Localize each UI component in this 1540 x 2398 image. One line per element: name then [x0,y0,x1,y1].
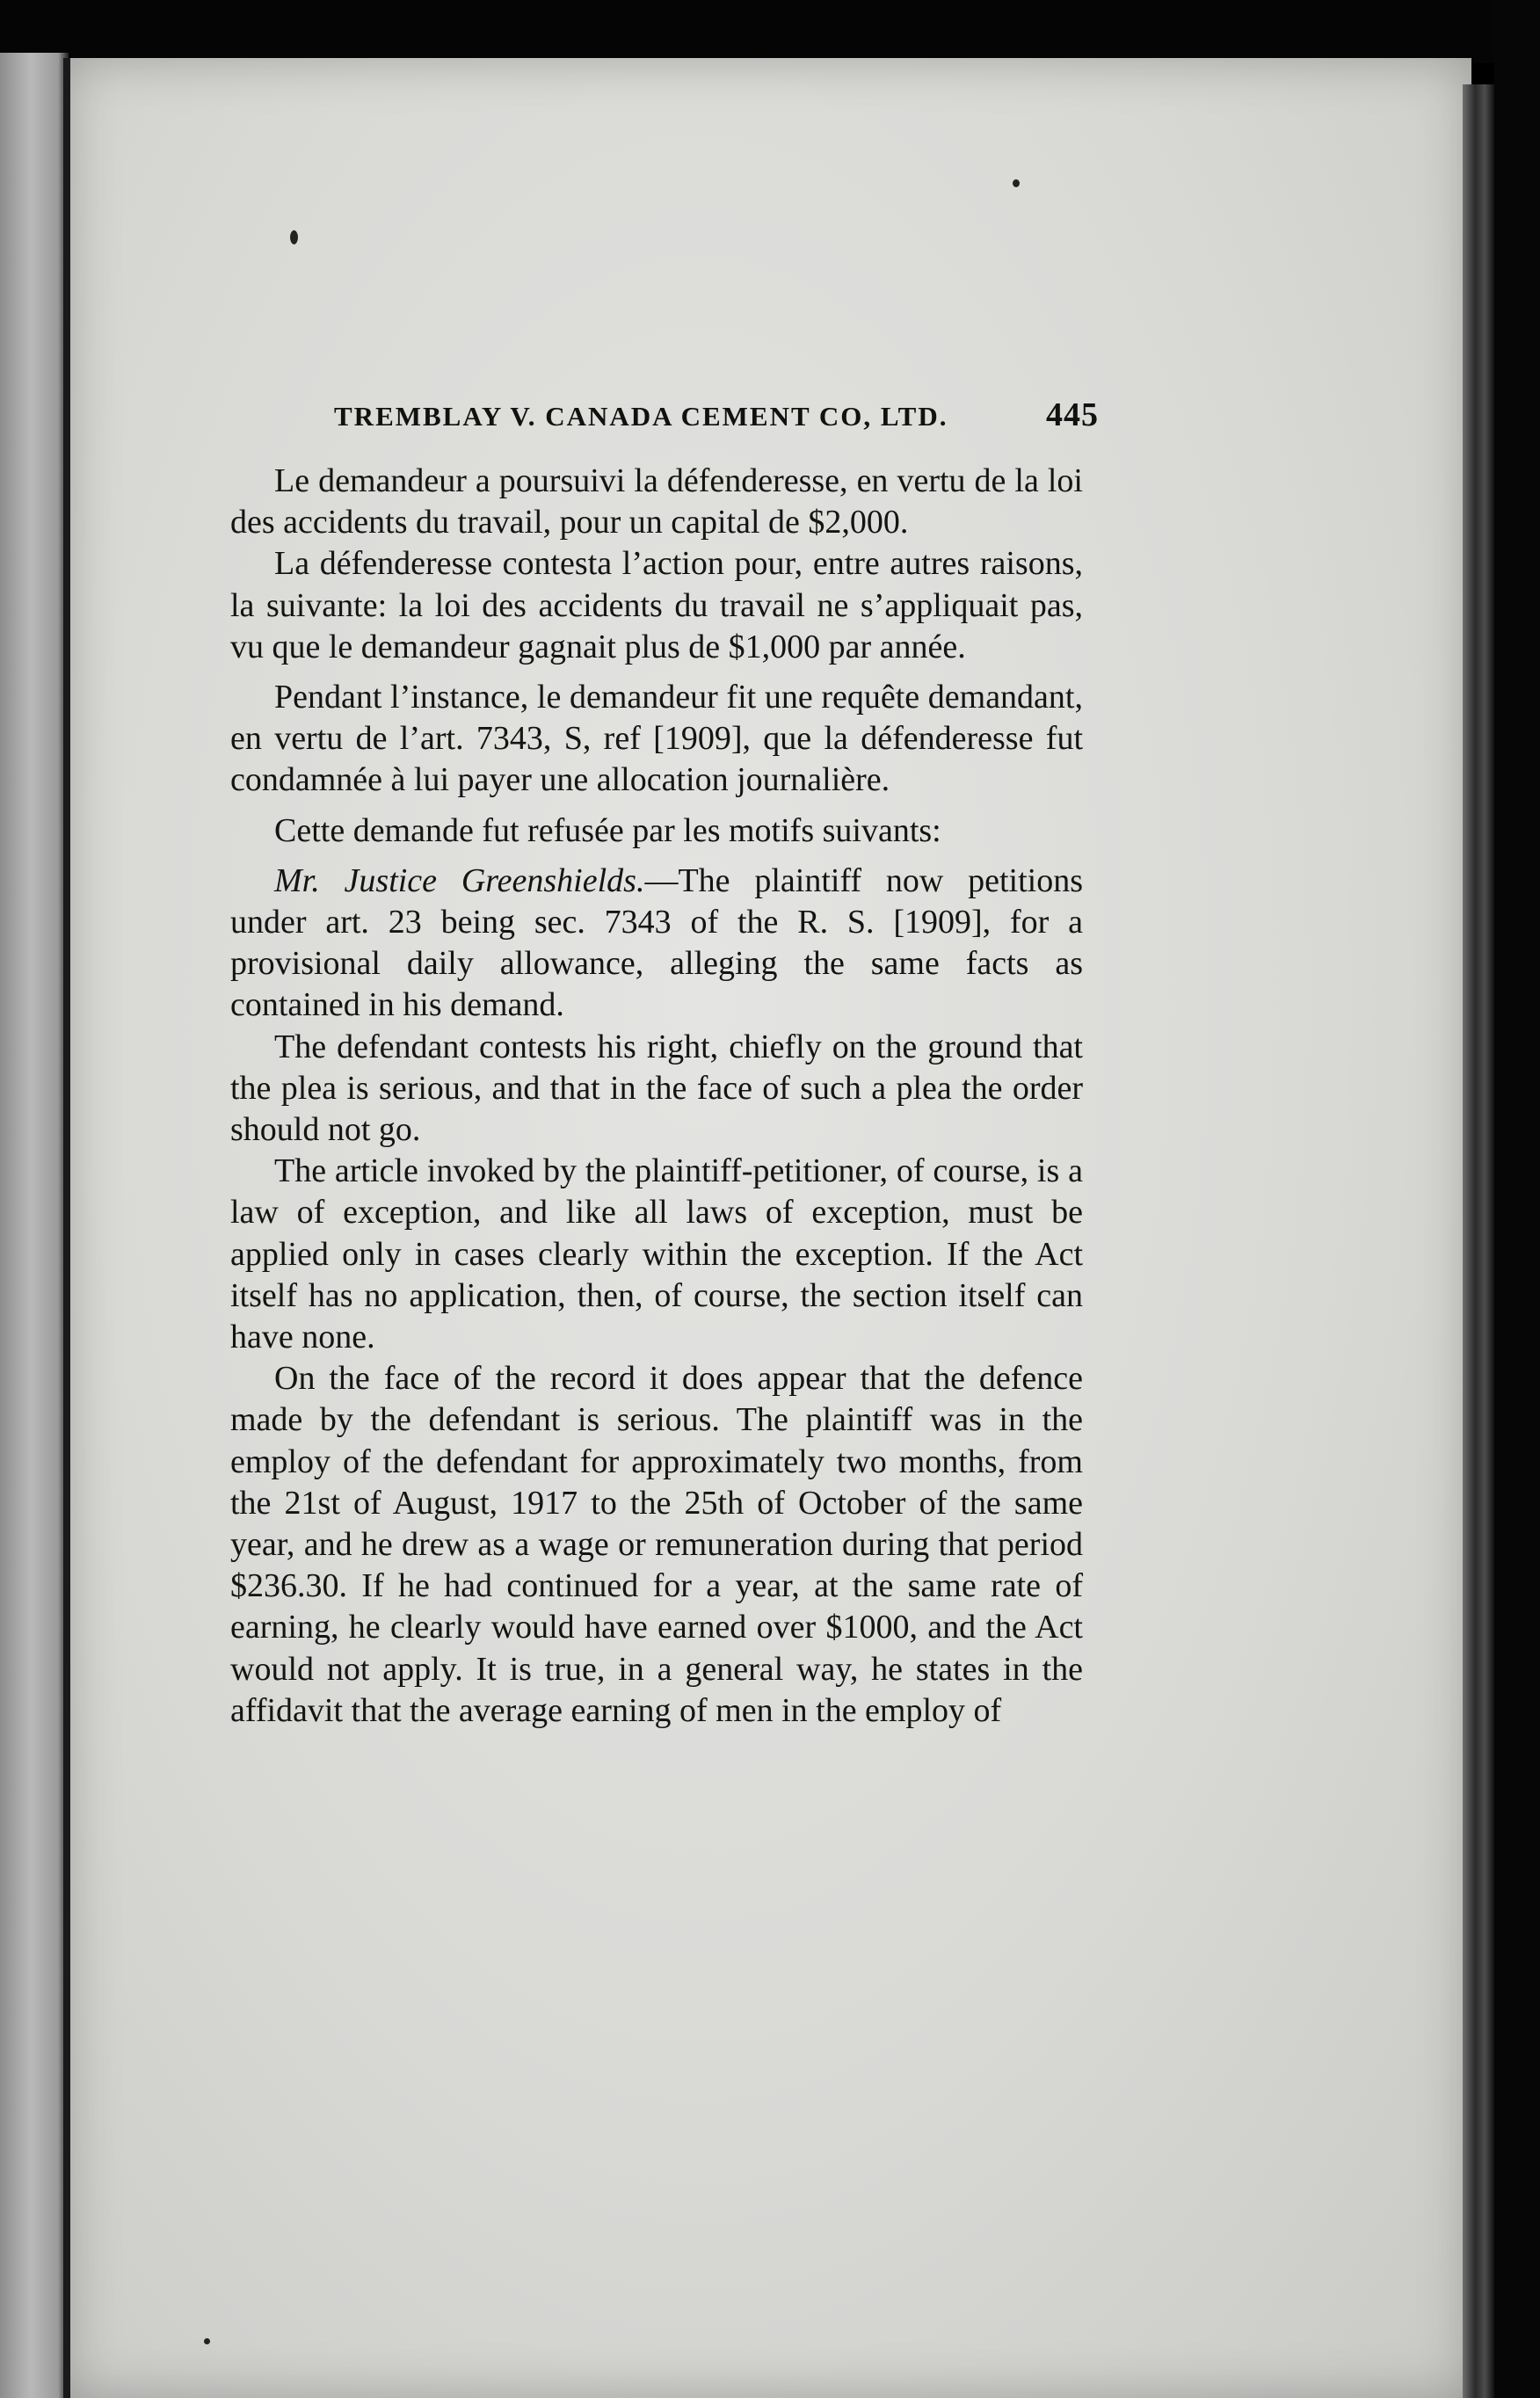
paragraph: Le demandeur a poursuivi la défenderesse, en vertu de la loi des accidents du travail, pour un capital de $2,000. [230,462,1083,541]
page-number: 445 [1046,396,1099,433]
scan-speck [290,230,298,244]
scan-border-right [1494,0,1540,2398]
paragraph-text: —The plaintiff now petitions under art. 23 being sec. 7343 of the R. S. [1909], for a provisional daily allowance, alleging the same facts as contained in his demand. [230,861,1084,1024]
running-head-title: TREMBLAY V. CANADA CEMENT CO, LTD. [334,401,948,432]
judge-heading: Mr. Justice Greenshields. [274,861,645,899]
facing-page-edge [0,53,69,2398]
paragraph: The article invoked by the plaintiff-petitioner, of course, is a law of exception, and like all laws of exception, must be applied only in cases clearly within the exception. If the Act itself has no application, then, of course, the section itself can have none. [230,1152,1083,1356]
paragraph: The defendant contests his right, chiefly on the ground that the plea is serious, and that in the face of such a plea the order should not go. [230,1028,1083,1149]
page-gutter-line [63,58,70,2398]
page-fore-edge [1463,84,1494,2398]
paragraph: Pendant l’instance, le demandeur fit une requête demandant, en vertu de l’art. 7343, S, ref [1909], que la défenderesse fut condamnée à lui payer une allocation journalière. [230,679,1083,799]
running-head [334,396,1099,434]
scan-border-top [0,0,1540,63]
paragraph: La défenderesse contesta l’action pour, entre autres raisons, la suivante: la loi des accidents du travail ne s’appliquait pas, vu que le demandeur gagnait plus de $1,000 par année. [230,545,1083,665]
scan-speck [204,2338,210,2344]
scan-speck [1013,179,1020,187]
body-text [230,461,1083,1732]
paragraph: Cette demande fut refusée par les motifs suivants: [274,811,941,849]
paragraph: On the face of the record it does appear that the defence made by the defendant is serious. The plaintiff was in the employ of the defendant for approximately two months, from the 21st of August, 1917 to the 25th of October of the same year, and he drew as a wage or remuneration during that period $236.30. If he had continued for a year, at the same rate of earning, he clearly would have earned over $1000, and the Act would not apply. It is true, in a general way, he states in the affidavit that the average earning of men in the employ of [230,1360,1083,1729]
paragraph [230,861,1083,1027]
